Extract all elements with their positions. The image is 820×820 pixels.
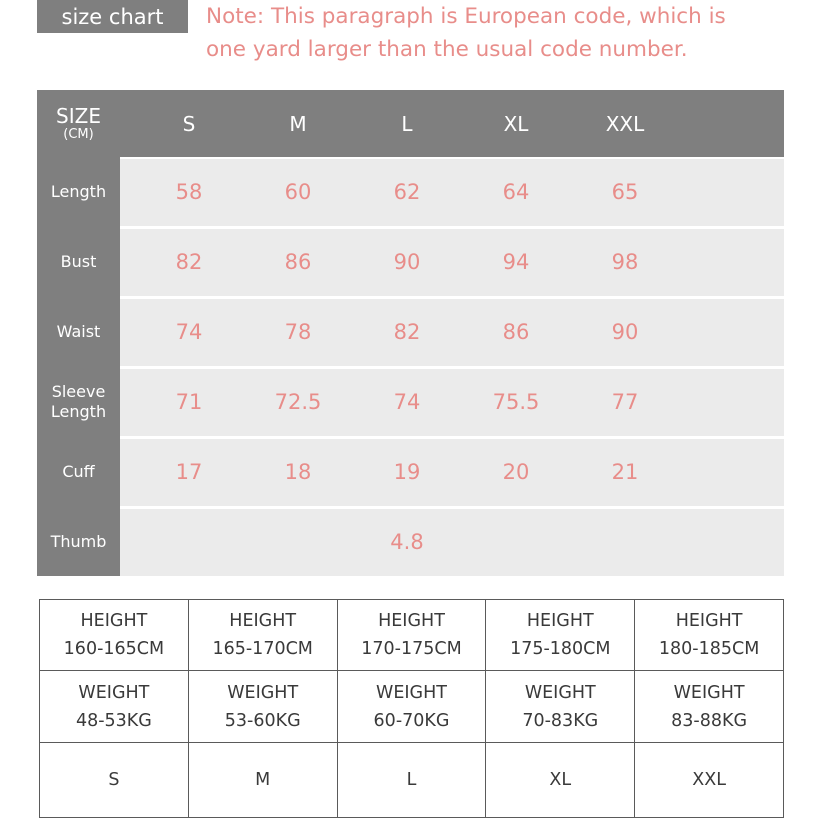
measurement-value: 75.5	[492, 389, 540, 414]
measurement-value: 86	[502, 319, 530, 344]
size-header-cell: L	[401, 111, 413, 136]
measurement-value: 17	[175, 459, 203, 484]
size-corner-label: SIZE	[56, 103, 101, 128]
weight-label: WEIGHT	[376, 682, 447, 703]
size-header-cell: XL	[503, 111, 529, 136]
measurement-value: 4.8	[390, 529, 424, 554]
measurement-value: 78	[284, 319, 312, 344]
size-row	[40, 743, 784, 818]
measurement-value: 98	[611, 249, 639, 274]
height-cell	[635, 600, 784, 671]
height-range: 175-180CM	[510, 639, 611, 659]
weight-range: 48-53KG	[75, 710, 152, 731]
weight-cell	[635, 671, 784, 743]
measurement-value: 71	[175, 389, 203, 414]
measurement-value: 20	[502, 459, 530, 484]
height-cell	[188, 600, 337, 671]
height-range: 160-165CM	[63, 639, 165, 659]
size-corner-cell	[37, 90, 120, 157]
row-label	[37, 367, 120, 436]
row-label-line: Waist	[56, 321, 101, 341]
measurement-value: 64	[502, 179, 530, 204]
weight-label: WEIGHT	[78, 682, 150, 703]
note-line-2: one yard larger than the usual code number.	[206, 37, 688, 62]
height-label: HEIGHT	[675, 611, 743, 631]
recommended-size-cell: XXL	[635, 743, 784, 818]
measurement-value: 60	[284, 179, 312, 204]
measurement-value: 62	[393, 179, 421, 204]
weight-range: 70-83KG	[522, 710, 599, 731]
recommended-size-cell: L	[337, 743, 486, 818]
weight-cell	[486, 671, 635, 743]
weight-range: 60-70KG	[373, 710, 450, 731]
height-cell	[486, 600, 635, 671]
weight-range: 53-60KG	[224, 710, 301, 731]
measurement-value: 72.5	[274, 389, 322, 414]
measurement-value: 58	[175, 179, 203, 204]
height-cell	[337, 600, 486, 671]
row-label	[37, 437, 120, 506]
row-label-line: Length	[50, 181, 107, 201]
measurement-value: 82	[393, 319, 421, 344]
measurement-value: 74	[175, 319, 203, 344]
recommended-size-cell: M	[188, 743, 337, 818]
size-header-cell: S	[182, 111, 196, 136]
height-row	[40, 600, 784, 671]
measurement-value: 74	[393, 389, 421, 414]
weight-cell	[337, 671, 486, 743]
measurement-value: 82	[175, 249, 203, 274]
measurement-value: 94	[502, 249, 530, 274]
measurement-value: 90	[393, 249, 421, 274]
measurement-value: 65	[611, 179, 639, 204]
recommended-size-cell: XL	[486, 743, 635, 818]
height-cell	[40, 600, 189, 671]
note-text	[206, 0, 806, 66]
weight-label: WEIGHT	[227, 682, 299, 703]
row-label	[37, 297, 120, 366]
size-corner-unit: (CM)	[63, 126, 94, 142]
weight-label: WEIGHT	[524, 682, 596, 703]
height-range: 165-170CM	[212, 639, 313, 659]
row-label-line: Bust	[60, 251, 97, 271]
row-label-line: Thumb	[50, 531, 107, 551]
height-label: HEIGHT	[229, 611, 297, 631]
weight-label: WEIGHT	[673, 682, 745, 703]
size-header-cell: XXL	[605, 111, 645, 136]
row-label-line: Cuff	[62, 461, 95, 481]
note-line-1: Note: This paragraph is European code, which is	[206, 4, 726, 29]
row-label	[37, 507, 120, 576]
row-label-line: Sleeve	[51, 381, 106, 401]
size-chart-tag-label: size chart	[61, 4, 164, 29]
height-label: HEIGHT	[526, 611, 594, 631]
row-label	[37, 157, 120, 226]
measurement-value: 18	[284, 459, 312, 484]
measurement-value: 21	[611, 459, 639, 484]
size-chart-tag	[37, 0, 188, 33]
weight-cell	[40, 671, 189, 743]
weight-range: 83-88KG	[671, 710, 748, 731]
measurement-value: 19	[393, 459, 421, 484]
height-weight-reference-table	[39, 599, 784, 818]
recommended-size-cell: S	[40, 743, 189, 818]
weight-row	[40, 671, 784, 743]
measurement-value: 86	[284, 249, 312, 274]
height-range: 180-185CM	[658, 639, 760, 659]
row-label	[37, 227, 120, 296]
size-table	[37, 90, 784, 576]
height-label: HEIGHT	[378, 611, 445, 631]
measurement-value: 77	[611, 389, 639, 414]
height-label: HEIGHT	[80, 611, 148, 631]
height-range: 170-175CM	[361, 639, 462, 659]
weight-cell	[188, 671, 337, 743]
row-label-line: Length	[50, 401, 107, 421]
size-header-cell: M	[289, 111, 307, 136]
measurement-value: 90	[611, 319, 639, 344]
